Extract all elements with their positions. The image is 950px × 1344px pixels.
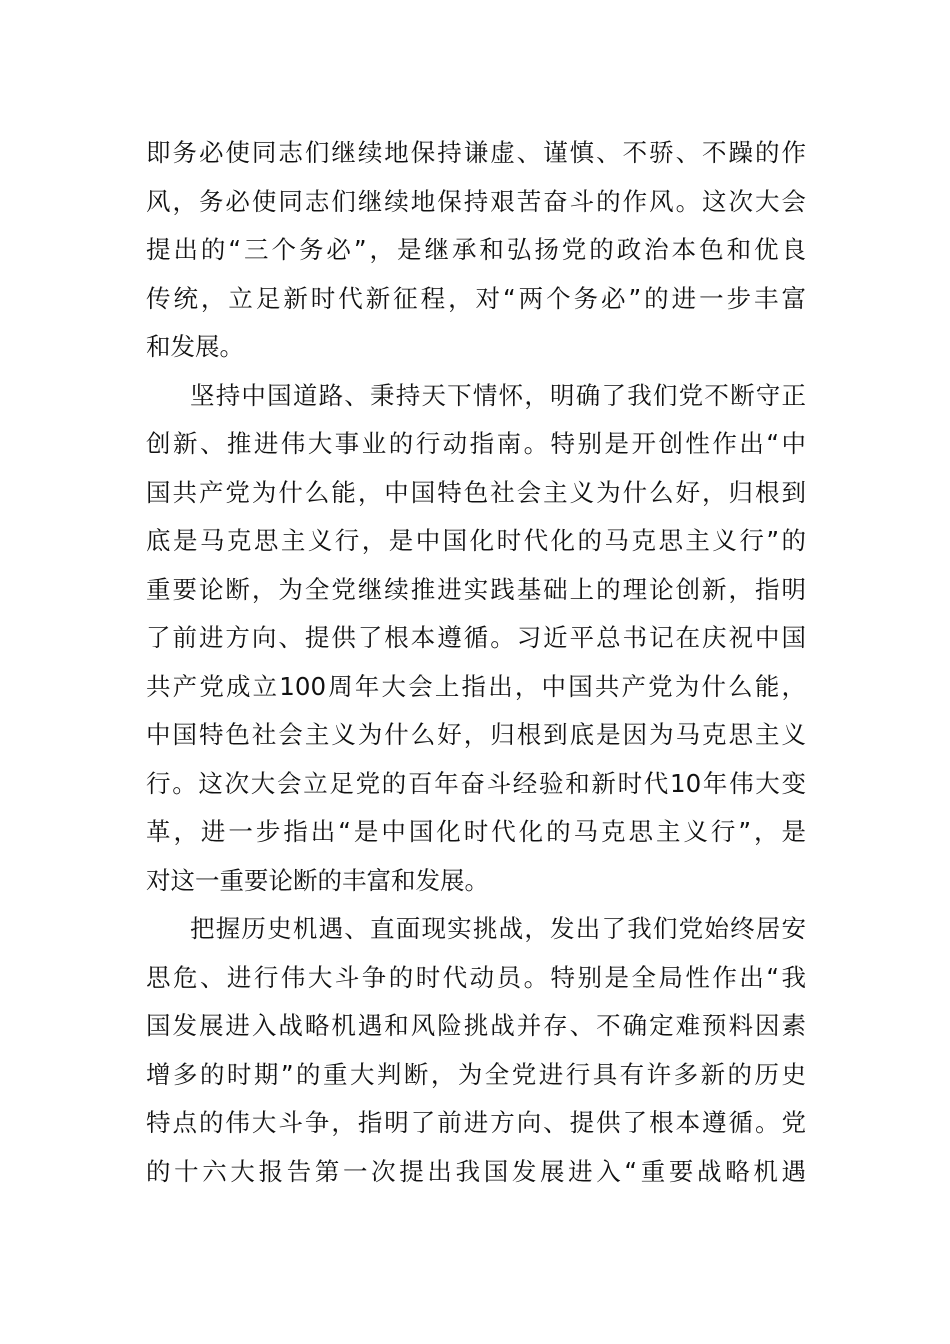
text-line: 共产党成立100周年大会上指出，中国共产党为什么能， bbox=[146, 671, 806, 701]
text-line: 创新、推进伟大事业的行动指南。特别是开创性作出“中 bbox=[146, 429, 806, 458]
text-line: 对这一重要论断的丰富和发展。 bbox=[146, 865, 489, 895]
text-line: 的十六大报告第一次提出我国发展进入“重要战略机遇 bbox=[146, 1156, 806, 1186]
text-line: 提出的“三个务必”，是继承和弘扬党的政治本色和优良 bbox=[146, 235, 806, 264]
text-line: 风，务必使同志们继续地保持艰苦奋斗的作风。这次大会 bbox=[146, 186, 806, 216]
text-line: 重要论断，为全党继续推进实践基础上的理论创新，指明 bbox=[146, 574, 806, 604]
text-line: 了前进方向、提供了根本遵循。习近平总书记在庆祝中国 bbox=[146, 623, 806, 652]
text-line: 思危、进行伟大斗争的时代动员。特别是全局性作出“我 bbox=[146, 962, 806, 992]
text-line: 特点的伟大斗争，指明了前进方向、提供了根本遵循。党 bbox=[146, 1108, 806, 1137]
text-line: 增多的时期”的重大判断，为全党进行具有许多新的历史 bbox=[146, 1059, 806, 1089]
text-line: 国共产党为什么能，中国特色社会主义为什么好，归根到 bbox=[146, 477, 806, 507]
paragraph-first-line: 把握历史机遇、直面现实挑战，发出了我们党始终居安 bbox=[190, 914, 806, 943]
text-line: 中国特色社会主义为什么好，归根到底是因为马克思主义 bbox=[146, 720, 806, 749]
text-line: 传统，立足新时代新征程，对“两个务必”的进一步丰富 bbox=[146, 283, 806, 313]
paragraph-first-line: 坚持中国道路、秉持天下情怀，明确了我们党不断守正 bbox=[190, 380, 806, 410]
text-line: 国发展进入战略机遇和风险挑战并存、不确定难预料因素 bbox=[146, 1011, 806, 1040]
text-line: 革，进一步指出“是中国化时代化的马克思主义行”，是 bbox=[146, 817, 806, 846]
text-line: 底是马克思主义行，是中国化时代化的马克思主义行”的 bbox=[146, 526, 806, 555]
text-line: 行。这次大会立足党的百年奋斗经验和新时代10年伟大变 bbox=[146, 768, 806, 798]
text-line: 和发展。 bbox=[146, 332, 244, 361]
text-line: 即务必使同志们继续地保持谦虚、谨慎、不骄、不躁的作 bbox=[146, 138, 806, 167]
body-text bbox=[146, 129, 806, 1196]
